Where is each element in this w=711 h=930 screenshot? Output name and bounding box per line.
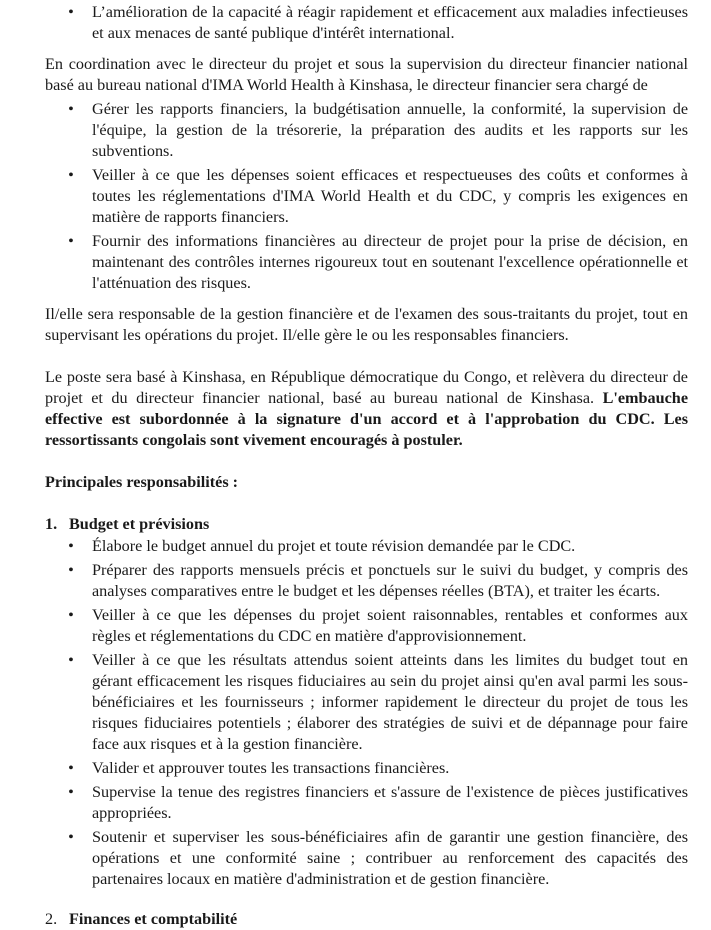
list-item — [45, 536, 688, 557]
list-item-text: L’amélioration de la capacité à réagir rapidement et efficacement aux maladies infectieuses et aux menaces de santé publique d'intérêt international. — [92, 3, 688, 42]
bullet-icon: • — [68, 651, 74, 669]
list-item-text: Veiller à ce que les résultats attendus soient atteints dans les limites du budget tout en gérant efficacement les risques fiduciaires au sein du projet ainsi qu'en aval parmi les sous-bénéficiaires et les fournisseurs ; informer rapidement le directeur du projet de tous les risques fiduciaires potentiels ; élaborer des stratégies de suivi et de dépannage pour faire face aux risques et à la gestion financière. — [92, 651, 688, 753]
bullet-icon: • — [68, 100, 74, 118]
bullet-icon: • — [68, 606, 74, 624]
location-paragraph — [45, 367, 688, 451]
bullet-icon: • — [68, 232, 74, 250]
list-item-text: Veiller à ce que les dépenses soient efficaces et respectueuses des coûts et conformes à toutes les réglementations d'IMA World Health et du CDC, y compris les exigences en matière de rapports financiers. — [92, 166, 688, 226]
bullet-icon: • — [68, 3, 74, 21]
coordination-bullet-list — [45, 99, 688, 294]
list-item-text: Gérer les rapports financiers, la budgétisation annuelle, la conformité, la supervision de l'équipe, la gestion de la trésorerie, la préparation des audits et les rapports sur les subventions. — [92, 100, 688, 160]
list-item — [45, 827, 688, 890]
list-item — [45, 560, 688, 602]
list-item-text: Préparer des rapports mensuels précis et ponctuels sur le suivi du budget, y compris des analyses comparatives entre le budget et les dépenses réelles (BTA), et traiter les écarts. — [92, 561, 688, 600]
bullet-icon: • — [68, 828, 74, 846]
list-item-text: Supervise la tenue des registres financiers et s'assure de l'existence de pièces justificatives appropriées. — [92, 783, 688, 822]
section-title: Budget et prévisions — [69, 515, 210, 533]
hiring-condition-text: L'embauche effective est subordonnée à la signature d'un accord et à l'approbation du CDC. Les ressortissants congolais sont vivement encouragés à postuler. — [45, 389, 688, 449]
document-page — [45, 0, 688, 930]
bullet-icon: • — [68, 759, 74, 777]
list-item — [45, 99, 688, 162]
list-item — [45, 2, 688, 44]
budget-bullet-list — [45, 536, 688, 890]
section-number: 1. — [45, 515, 58, 533]
list-item — [45, 758, 688, 779]
intro-bullet-list — [45, 2, 688, 44]
list-item — [45, 231, 688, 294]
main-responsibilities-heading: Principales responsabilités : — [45, 473, 239, 491]
list-item — [45, 782, 688, 824]
responsibility-paragraph: Il/elle sera responsable de la gestion financière et de l'examen des sous-traitants du projet, tout en supervisant les opérations du projet. Il/elle gère le ou les responsables financiers. — [45, 305, 688, 344]
section-finance-accounting — [45, 909, 688, 930]
bullet-icon: • — [68, 537, 74, 555]
list-item-text: Valider et approuver toutes les transactions financières. — [92, 759, 450, 777]
list-item-text: Élabore le budget annuel du projet et toute révision demandée par le CDC. — [92, 537, 576, 555]
section-number: 2. — [45, 910, 58, 928]
list-item-text: Fournir des informations financières au directeur de projet pour la prise de décision, en maintenant des contrôles internes rigoureux tout en soutenant l'excellence opérationnelle et l'atténuation des risques. — [92, 232, 688, 292]
bullet-icon: • — [68, 561, 74, 579]
bullet-icon: • — [68, 783, 74, 801]
coordination-paragraph: En coordination avec le directeur du projet et sous la supervision du directeur financier national basé au bureau national d'IMA World Health à Kinshasa, le directeur financier sera chargé de — [45, 55, 688, 94]
list-item — [45, 165, 688, 228]
section-budget — [45, 514, 688, 535]
list-item-text: Veiller à ce que les dépenses du projet soient raisonnables, rentables et conformes aux règles et réglementations du CDC en matière d'approvisionnement. — [92, 606, 688, 645]
bullet-icon: • — [68, 166, 74, 184]
list-item-text: Soutenir et superviser les sous-bénéficiaires afin de garantir une gestion financière, des opérations et une conformité saine ; contribuer au renforcement des capacités des partenaires locaux en matière d'administration et de gestion financière. — [92, 828, 688, 888]
list-item — [45, 650, 688, 755]
location-text: Le poste sera basé à Kinshasa, en République démocratique du Congo, et relèvera du directeur de projet et du directeur financier national, basé au bureau national de Kinshasa. — [45, 368, 688, 407]
section-title: Finances et comptabilité — [69, 910, 238, 928]
list-item — [45, 605, 688, 647]
